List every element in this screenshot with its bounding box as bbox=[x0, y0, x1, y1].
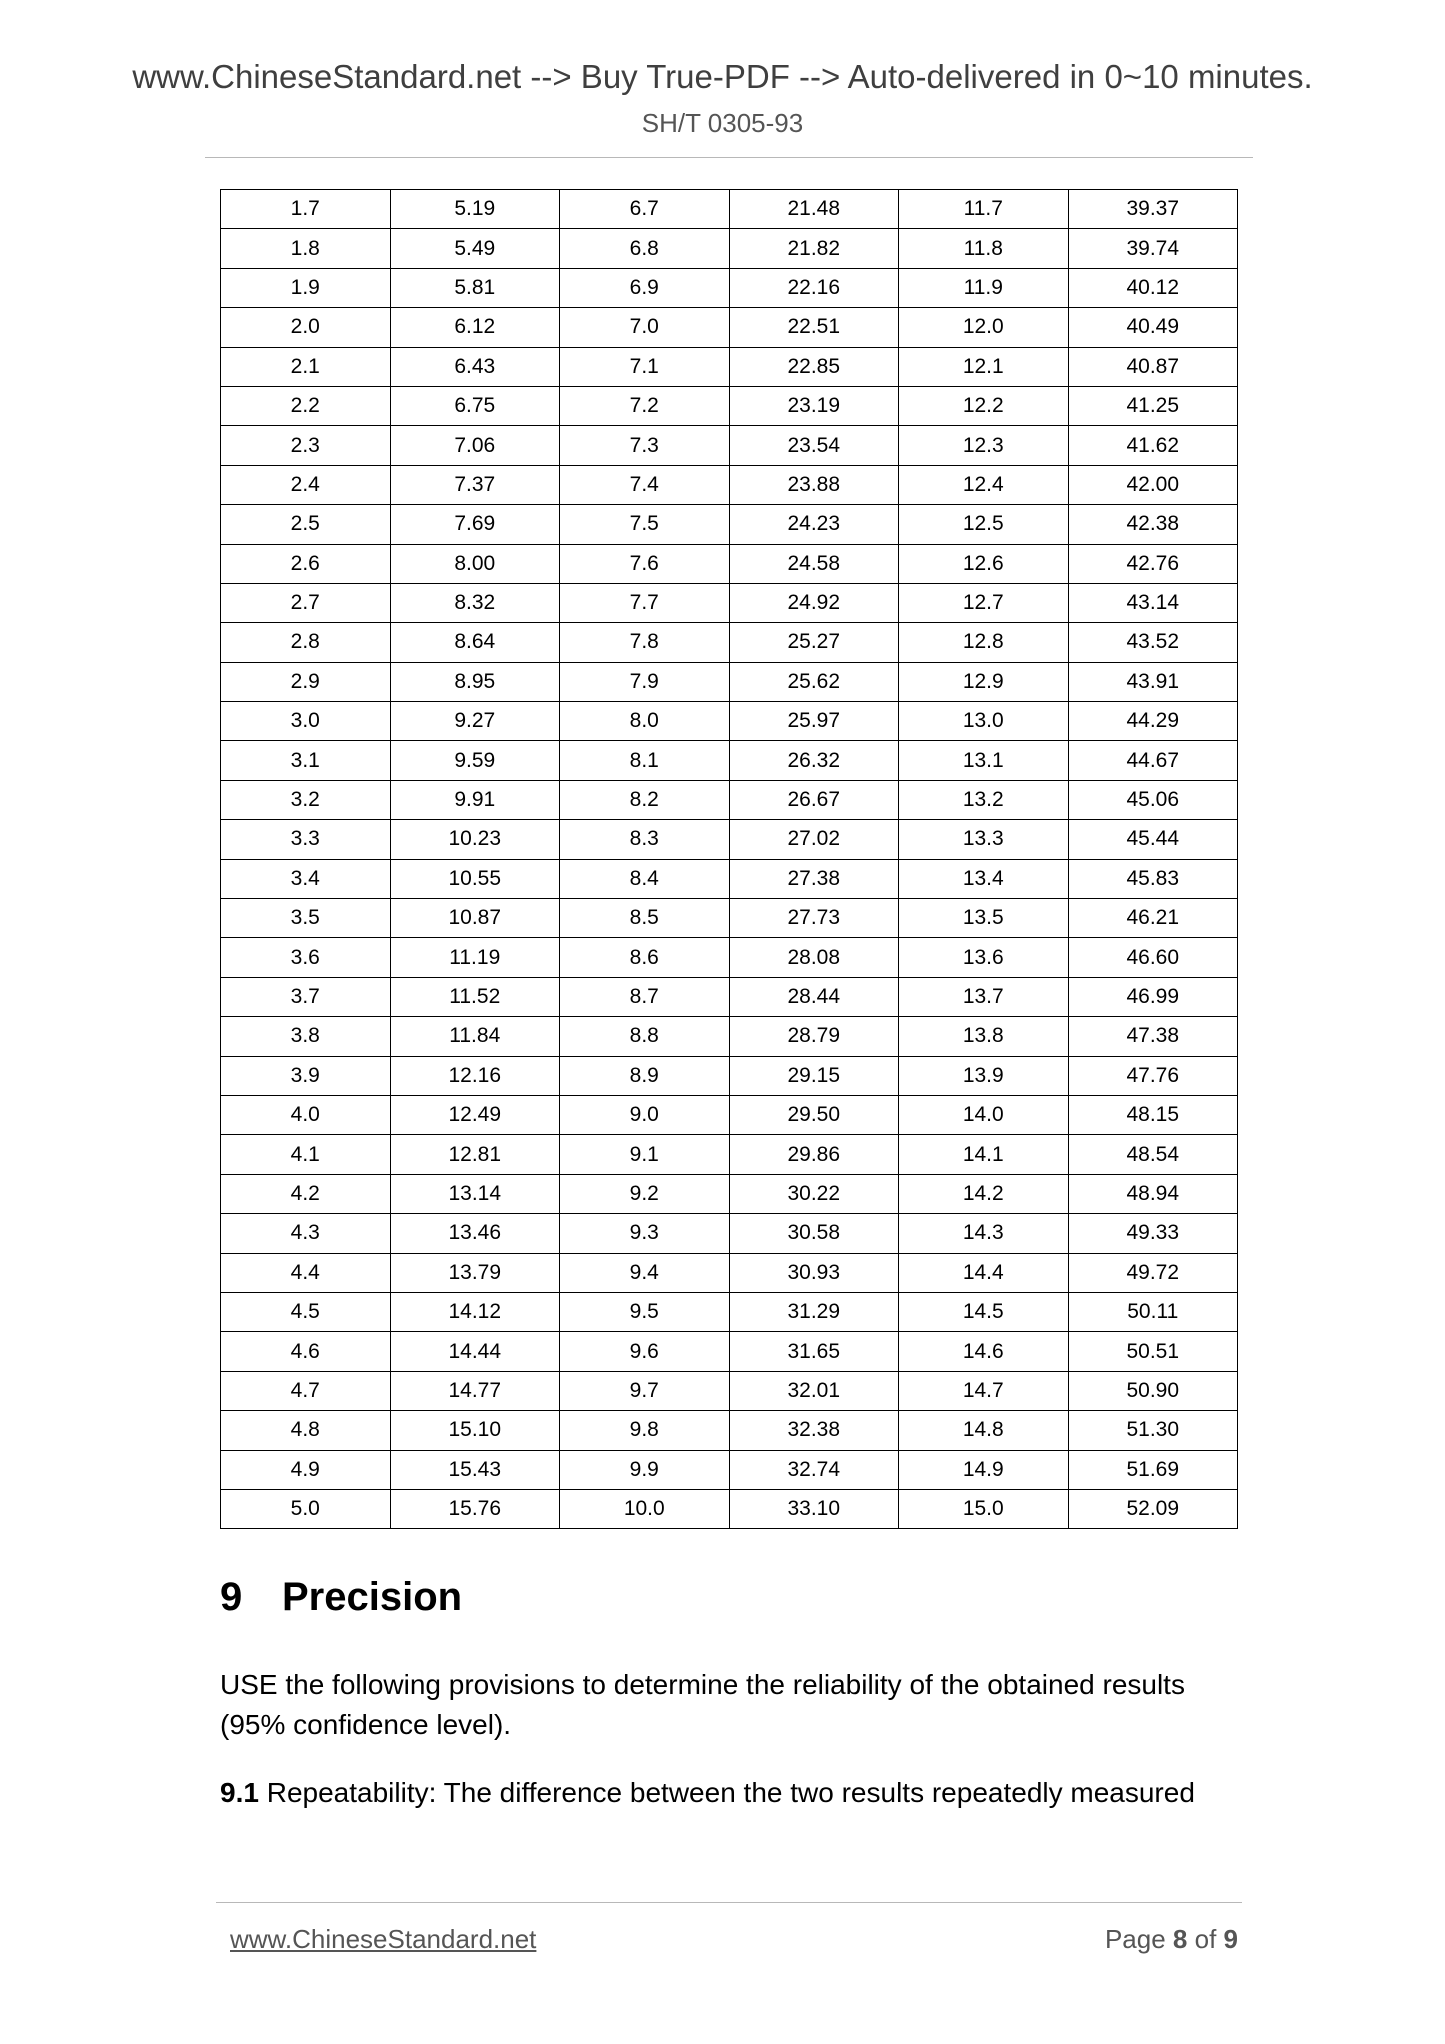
table-cell: 15.10 bbox=[390, 1411, 560, 1450]
table-cell: 13.6 bbox=[899, 938, 1069, 977]
table-row bbox=[221, 544, 1238, 583]
table-cell: 3.3 bbox=[221, 820, 391, 859]
table-cell: 7.37 bbox=[390, 465, 560, 504]
table-cell: 46.99 bbox=[1068, 977, 1238, 1016]
table-cell: 3.2 bbox=[221, 780, 391, 819]
table-cell: 40.12 bbox=[1068, 268, 1238, 307]
table-cell: 6.8 bbox=[560, 229, 730, 268]
table-cell: 4.7 bbox=[221, 1371, 391, 1410]
table-cell: 7.4 bbox=[560, 465, 730, 504]
table-cell: 48.94 bbox=[1068, 1174, 1238, 1213]
table-cell: 40.87 bbox=[1068, 347, 1238, 386]
table-cell: 26.32 bbox=[729, 741, 899, 780]
table-cell: 8.32 bbox=[390, 583, 560, 622]
table-row bbox=[221, 1411, 1238, 1450]
table-cell: 9.5 bbox=[560, 1292, 730, 1331]
clause-number: 9.1 bbox=[220, 1777, 259, 1808]
table-cell: 4.1 bbox=[221, 1135, 391, 1174]
table-cell: 8.7 bbox=[560, 977, 730, 1016]
table-cell: 2.2 bbox=[221, 386, 391, 425]
table-cell: 7.2 bbox=[560, 386, 730, 425]
header-banner: www.ChineseStandard.net --> Buy True-PDF --> Auto-delivered in 0~10 minutes. bbox=[132, 58, 1313, 95]
table-cell: 42.00 bbox=[1068, 465, 1238, 504]
table-cell: 4.6 bbox=[221, 1332, 391, 1371]
table-cell: 44.67 bbox=[1068, 741, 1238, 780]
table-cell: 31.65 bbox=[729, 1332, 899, 1371]
table-cell: 3.8 bbox=[221, 1017, 391, 1056]
table-cell: 28.08 bbox=[729, 938, 899, 977]
page-prefix: Page bbox=[1104, 1924, 1173, 1954]
table-cell: 2.9 bbox=[221, 662, 391, 701]
table-cell: 14.77 bbox=[390, 1371, 560, 1410]
section-number: 9 bbox=[220, 1575, 243, 1619]
table-cell: 43.91 bbox=[1068, 662, 1238, 701]
table-row bbox=[221, 308, 1238, 347]
table-cell: 39.37 bbox=[1068, 190, 1238, 229]
table-cell: 30.22 bbox=[729, 1174, 899, 1213]
table-cell: 45.83 bbox=[1068, 859, 1238, 898]
table-cell: 41.25 bbox=[1068, 386, 1238, 425]
table-cell: 5.19 bbox=[390, 190, 560, 229]
table-cell: 14.1 bbox=[899, 1135, 1069, 1174]
table-cell: 11.84 bbox=[390, 1017, 560, 1056]
table-cell: 26.67 bbox=[729, 780, 899, 819]
table-row bbox=[221, 229, 1238, 268]
table-cell: 43.14 bbox=[1068, 583, 1238, 622]
table-cell: 8.00 bbox=[390, 544, 560, 583]
table-cell: 11.7 bbox=[899, 190, 1069, 229]
table-cell: 22.16 bbox=[729, 268, 899, 307]
table-row bbox=[221, 505, 1238, 544]
table-cell: 9.59 bbox=[390, 741, 560, 780]
table-cell: 3.1 bbox=[221, 741, 391, 780]
table-cell: 45.44 bbox=[1068, 820, 1238, 859]
table-row bbox=[221, 1017, 1238, 1056]
table-cell: 3.4 bbox=[221, 859, 391, 898]
table-cell: 8.3 bbox=[560, 820, 730, 859]
table-cell: 32.38 bbox=[729, 1411, 899, 1450]
page-indicator bbox=[1105, 1924, 1238, 1955]
table-row bbox=[221, 1292, 1238, 1331]
table-cell: 52.09 bbox=[1068, 1489, 1238, 1528]
table-cell: 9.27 bbox=[390, 702, 560, 741]
table-cell: 12.6 bbox=[899, 544, 1069, 583]
table-cell: 44.29 bbox=[1068, 702, 1238, 741]
table-cell: 25.97 bbox=[729, 702, 899, 741]
table-cell: 12.2 bbox=[899, 386, 1069, 425]
table-cell: 9.7 bbox=[560, 1371, 730, 1410]
table-row bbox=[221, 1095, 1238, 1134]
table-row bbox=[221, 465, 1238, 504]
table-cell: 7.0 bbox=[560, 308, 730, 347]
table-cell: 1.7 bbox=[221, 190, 391, 229]
table-cell: 15.76 bbox=[390, 1489, 560, 1528]
table-body bbox=[221, 190, 1238, 1529]
table-cell: 50.90 bbox=[1068, 1371, 1238, 1410]
table-row bbox=[221, 702, 1238, 741]
table-cell: 14.2 bbox=[899, 1174, 1069, 1213]
table-cell: 4.4 bbox=[221, 1253, 391, 1292]
document-id: SH/T 0305-93 bbox=[641, 108, 804, 138]
clause-text: Repeatability: The difference between the two results repeatedly measured bbox=[258, 1777, 1195, 1808]
table-cell: 6.9 bbox=[560, 268, 730, 307]
table-cell: 3.0 bbox=[221, 702, 391, 741]
table-cell: 9.2 bbox=[560, 1174, 730, 1213]
table-cell: 6.7 bbox=[560, 190, 730, 229]
table-cell: 49.72 bbox=[1068, 1253, 1238, 1292]
table-row bbox=[221, 780, 1238, 819]
table-cell: 12.16 bbox=[390, 1056, 560, 1095]
table-row bbox=[221, 1174, 1238, 1213]
table-cell: 1.9 bbox=[221, 268, 391, 307]
footer-divider bbox=[216, 1902, 1242, 1903]
table-cell: 31.29 bbox=[729, 1292, 899, 1331]
table-cell: 9.6 bbox=[560, 1332, 730, 1371]
table-cell: 47.76 bbox=[1068, 1056, 1238, 1095]
table-row bbox=[221, 1450, 1238, 1489]
table-cell: 10.23 bbox=[390, 820, 560, 859]
table-cell: 4.8 bbox=[221, 1411, 391, 1450]
table-cell: 13.0 bbox=[899, 702, 1069, 741]
table-cell: 39.74 bbox=[1068, 229, 1238, 268]
table-row bbox=[221, 623, 1238, 662]
table-cell: 9.4 bbox=[560, 1253, 730, 1292]
table-cell: 2.0 bbox=[221, 308, 391, 347]
table-cell: 6.75 bbox=[390, 386, 560, 425]
table-cell: 5.0 bbox=[221, 1489, 391, 1528]
table-cell: 13.9 bbox=[899, 1056, 1069, 1095]
table-cell: 15.0 bbox=[899, 1489, 1069, 1528]
table-cell: 10.55 bbox=[390, 859, 560, 898]
table-row bbox=[221, 268, 1238, 307]
table-cell: 14.6 bbox=[899, 1332, 1069, 1371]
table-cell: 28.79 bbox=[729, 1017, 899, 1056]
table-cell: 7.7 bbox=[560, 583, 730, 622]
table-row bbox=[221, 977, 1238, 1016]
table-cell: 7.6 bbox=[560, 544, 730, 583]
table-row bbox=[221, 583, 1238, 622]
table-cell: 6.43 bbox=[390, 347, 560, 386]
table-cell: 8.5 bbox=[560, 899, 730, 938]
table-cell: 30.58 bbox=[729, 1214, 899, 1253]
table-row bbox=[221, 938, 1238, 977]
table-cell: 29.15 bbox=[729, 1056, 899, 1095]
table-cell: 13.7 bbox=[899, 977, 1069, 1016]
table-cell: 22.51 bbox=[729, 308, 899, 347]
table-cell: 33.10 bbox=[729, 1489, 899, 1528]
table-cell: 42.76 bbox=[1068, 544, 1238, 583]
table-cell: 9.0 bbox=[560, 1095, 730, 1134]
table-cell: 4.0 bbox=[221, 1095, 391, 1134]
table-cell: 7.69 bbox=[390, 505, 560, 544]
header-divider bbox=[205, 157, 1253, 158]
table-cell: 10.87 bbox=[390, 899, 560, 938]
table-row bbox=[221, 1135, 1238, 1174]
table-cell: 2.1 bbox=[221, 347, 391, 386]
table-cell: 2.8 bbox=[221, 623, 391, 662]
footer-link[interactable]: www.ChineseStandard.net bbox=[230, 1924, 537, 1954]
table-cell: 45.06 bbox=[1068, 780, 1238, 819]
table-cell: 15.43 bbox=[390, 1450, 560, 1489]
table-cell: 27.73 bbox=[729, 899, 899, 938]
table-cell: 48.15 bbox=[1068, 1095, 1238, 1134]
table-cell: 8.2 bbox=[560, 780, 730, 819]
section-intro: USE the following provisions to determine the reliability of the obtained results (95% confidence level). bbox=[220, 1669, 1185, 1740]
table-cell: 9.1 bbox=[560, 1135, 730, 1174]
table-cell: 46.21 bbox=[1068, 899, 1238, 938]
table-cell: 5.49 bbox=[390, 229, 560, 268]
table-cell: 23.19 bbox=[729, 386, 899, 425]
table-row bbox=[221, 347, 1238, 386]
table-cell: 13.8 bbox=[899, 1017, 1069, 1056]
table-cell: 11.8 bbox=[899, 229, 1069, 268]
table-cell: 46.60 bbox=[1068, 938, 1238, 977]
table-cell: 14.8 bbox=[899, 1411, 1069, 1450]
conversion-table bbox=[220, 189, 1238, 1529]
table-cell: 12.9 bbox=[899, 662, 1069, 701]
table-cell: 4.5 bbox=[221, 1292, 391, 1331]
table-cell: 13.4 bbox=[899, 859, 1069, 898]
page-current: 8 bbox=[1172, 1924, 1188, 1954]
table-row bbox=[221, 820, 1238, 859]
page-total: 9 bbox=[1223, 1924, 1238, 1954]
table-cell: 11.52 bbox=[390, 977, 560, 1016]
table-cell: 27.38 bbox=[729, 859, 899, 898]
table-cell: 8.9 bbox=[560, 1056, 730, 1095]
table-cell: 51.30 bbox=[1068, 1411, 1238, 1450]
table-cell: 9.8 bbox=[560, 1411, 730, 1450]
table-cell: 25.62 bbox=[729, 662, 899, 701]
table-cell: 8.4 bbox=[560, 859, 730, 898]
table-cell: 9.9 bbox=[560, 1450, 730, 1489]
table-cell: 8.64 bbox=[390, 623, 560, 662]
table-cell: 32.01 bbox=[729, 1371, 899, 1410]
table-cell: 23.54 bbox=[729, 426, 899, 465]
page-mid: of bbox=[1187, 1924, 1224, 1954]
table-cell: 12.0 bbox=[899, 308, 1069, 347]
section-heading bbox=[220, 1575, 462, 1620]
table-cell: 51.69 bbox=[1068, 1450, 1238, 1489]
table-cell: 49.33 bbox=[1068, 1214, 1238, 1253]
table-row bbox=[221, 426, 1238, 465]
table-cell: 48.54 bbox=[1068, 1135, 1238, 1174]
table-cell: 21.82 bbox=[729, 229, 899, 268]
table-cell: 25.27 bbox=[729, 623, 899, 662]
table-cell: 2.7 bbox=[221, 583, 391, 622]
table-cell: 2.5 bbox=[221, 505, 391, 544]
table-row bbox=[221, 1253, 1238, 1292]
table-cell: 13.14 bbox=[390, 1174, 560, 1213]
table-cell: 12.5 bbox=[899, 505, 1069, 544]
table-row bbox=[221, 1489, 1238, 1528]
table-cell: 7.5 bbox=[560, 505, 730, 544]
table-cell: 47.38 bbox=[1068, 1017, 1238, 1056]
table-row bbox=[221, 662, 1238, 701]
table-cell: 8.1 bbox=[560, 741, 730, 780]
table-cell: 14.0 bbox=[899, 1095, 1069, 1134]
table-cell: 13.3 bbox=[899, 820, 1069, 859]
table-cell: 14.7 bbox=[899, 1371, 1069, 1410]
table-cell: 12.4 bbox=[899, 465, 1069, 504]
table-cell: 22.85 bbox=[729, 347, 899, 386]
table-cell: 43.52 bbox=[1068, 623, 1238, 662]
table-cell: 12.49 bbox=[390, 1095, 560, 1134]
table-cell: 8.95 bbox=[390, 662, 560, 701]
table-cell: 3.6 bbox=[221, 938, 391, 977]
table-cell: 13.1 bbox=[899, 741, 1069, 780]
table-row bbox=[221, 899, 1238, 938]
table-row bbox=[221, 1056, 1238, 1095]
table-cell: 2.3 bbox=[221, 426, 391, 465]
table-cell: 8.0 bbox=[560, 702, 730, 741]
table-cell: 50.51 bbox=[1068, 1332, 1238, 1371]
table-cell: 12.1 bbox=[899, 347, 1069, 386]
table-row bbox=[221, 190, 1238, 229]
table-row bbox=[221, 741, 1238, 780]
table-cell: 13.2 bbox=[899, 780, 1069, 819]
table-cell: 27.02 bbox=[729, 820, 899, 859]
table-cell: 41.62 bbox=[1068, 426, 1238, 465]
table-cell: 2.6 bbox=[221, 544, 391, 583]
table-cell: 13.46 bbox=[390, 1214, 560, 1253]
table-row bbox=[221, 1332, 1238, 1371]
table-cell: 7.06 bbox=[390, 426, 560, 465]
table-cell: 4.9 bbox=[221, 1450, 391, 1489]
clause-9-1 bbox=[220, 1773, 1240, 1813]
table-cell: 14.4 bbox=[899, 1253, 1069, 1292]
table-cell: 11.19 bbox=[390, 938, 560, 977]
table-cell: 12.8 bbox=[899, 623, 1069, 662]
table-cell: 4.3 bbox=[221, 1214, 391, 1253]
table-cell: 24.58 bbox=[729, 544, 899, 583]
table-cell: 7.1 bbox=[560, 347, 730, 386]
table-cell: 3.7 bbox=[221, 977, 391, 1016]
table-cell: 40.49 bbox=[1068, 308, 1238, 347]
table-cell: 23.88 bbox=[729, 465, 899, 504]
table-cell: 30.93 bbox=[729, 1253, 899, 1292]
table-cell: 3.9 bbox=[221, 1056, 391, 1095]
table-cell: 8.8 bbox=[560, 1017, 730, 1056]
table-cell: 12.3 bbox=[899, 426, 1069, 465]
table-cell: 24.92 bbox=[729, 583, 899, 622]
table-row bbox=[221, 386, 1238, 425]
table-cell: 32.74 bbox=[729, 1450, 899, 1489]
table-cell: 14.3 bbox=[899, 1214, 1069, 1253]
table-cell: 9.3 bbox=[560, 1214, 730, 1253]
table-cell: 14.12 bbox=[390, 1292, 560, 1331]
table-cell: 28.44 bbox=[729, 977, 899, 1016]
table-cell: 50.11 bbox=[1068, 1292, 1238, 1331]
table-row bbox=[221, 1371, 1238, 1410]
table-cell: 7.8 bbox=[560, 623, 730, 662]
table-cell: 24.23 bbox=[729, 505, 899, 544]
table-cell: 21.48 bbox=[729, 190, 899, 229]
table-cell: 6.12 bbox=[390, 308, 560, 347]
table-cell: 42.38 bbox=[1068, 505, 1238, 544]
table-cell: 3.5 bbox=[221, 899, 391, 938]
table-row bbox=[221, 1214, 1238, 1253]
table-cell: 7.9 bbox=[560, 662, 730, 701]
table-cell: 2.4 bbox=[221, 465, 391, 504]
section-title: Precision bbox=[282, 1575, 463, 1619]
table-cell: 10.0 bbox=[560, 1489, 730, 1528]
table-cell: 5.81 bbox=[390, 268, 560, 307]
table-cell: 4.2 bbox=[221, 1174, 391, 1213]
table-cell: 14.44 bbox=[390, 1332, 560, 1371]
table-cell: 9.91 bbox=[390, 780, 560, 819]
table-cell: 12.81 bbox=[390, 1135, 560, 1174]
table-cell: 1.8 bbox=[221, 229, 391, 268]
table-cell: 12.7 bbox=[899, 583, 1069, 622]
table-cell: 29.50 bbox=[729, 1095, 899, 1134]
table-cell: 8.6 bbox=[560, 938, 730, 977]
table-cell: 14.9 bbox=[899, 1450, 1069, 1489]
table-cell: 13.5 bbox=[899, 899, 1069, 938]
table-row bbox=[221, 859, 1238, 898]
table-cell: 13.79 bbox=[390, 1253, 560, 1292]
table-cell: 14.5 bbox=[899, 1292, 1069, 1331]
table-cell: 29.86 bbox=[729, 1135, 899, 1174]
table-cell: 7.3 bbox=[560, 426, 730, 465]
table-cell: 11.9 bbox=[899, 268, 1069, 307]
